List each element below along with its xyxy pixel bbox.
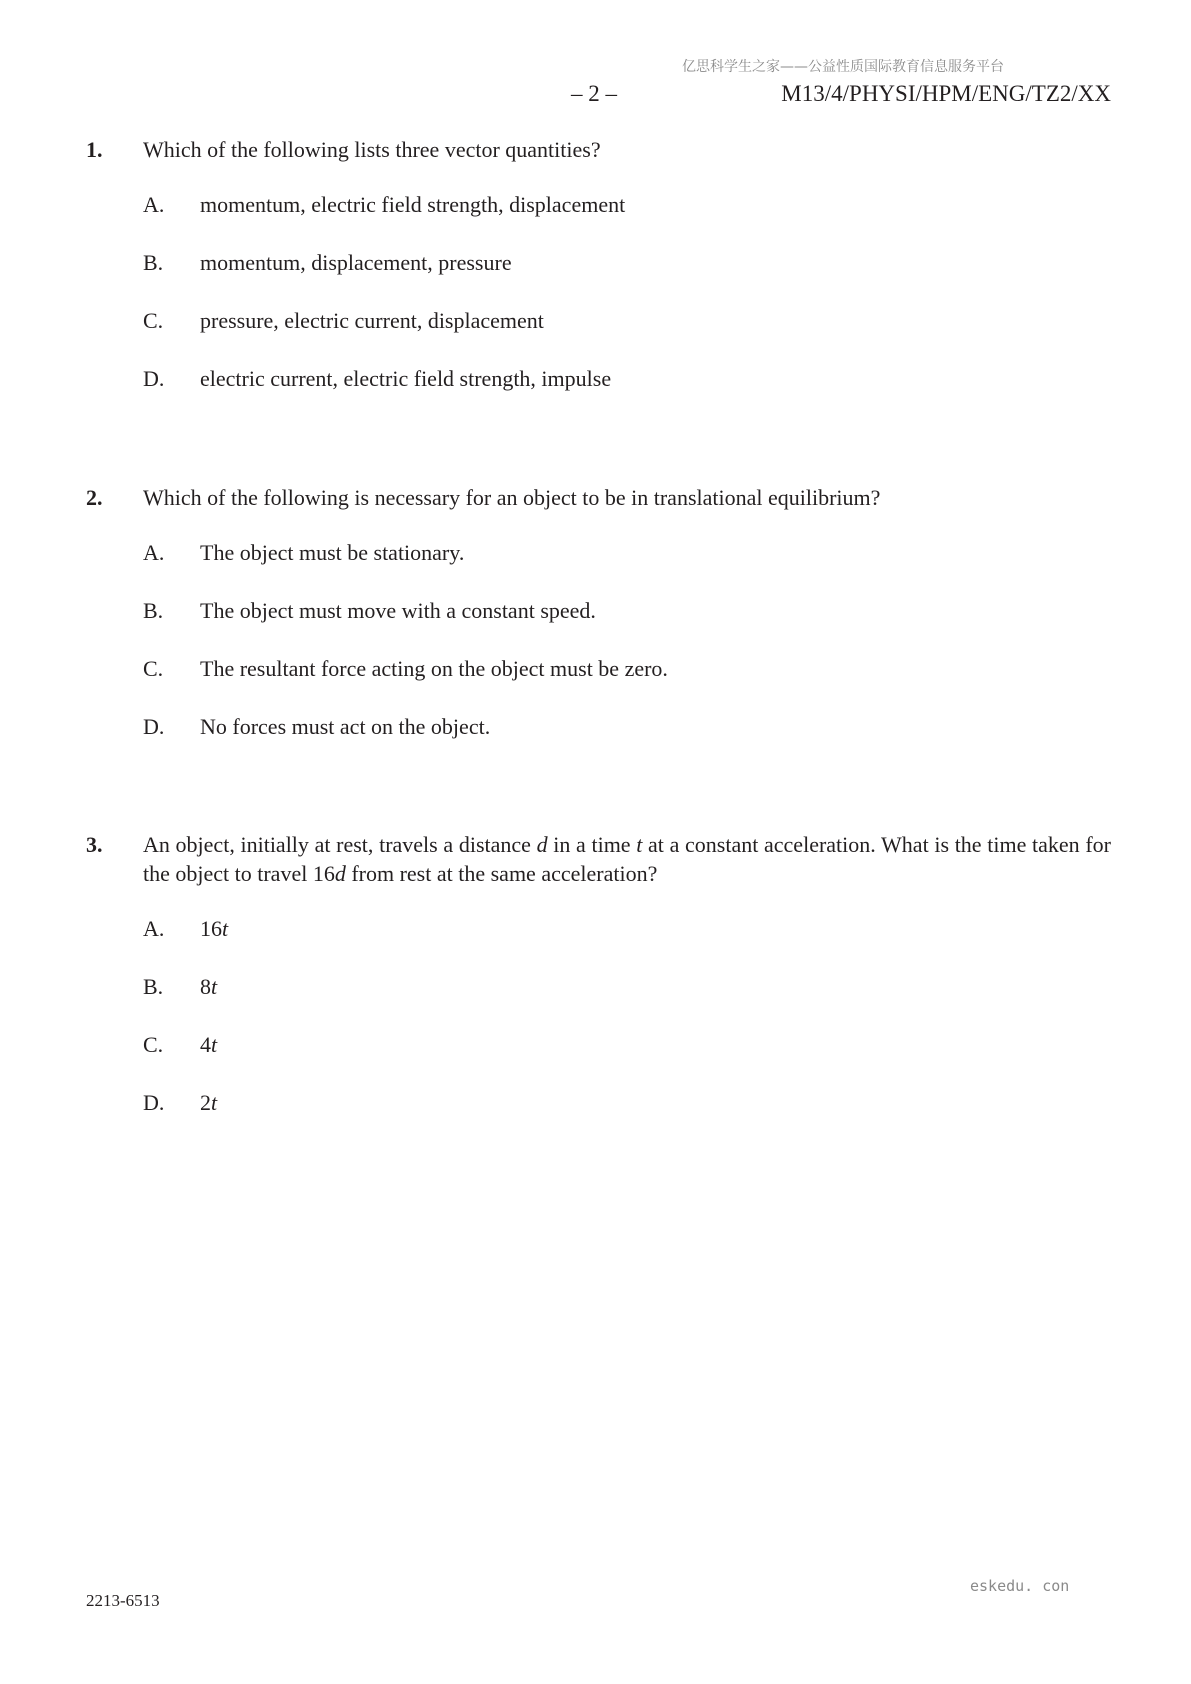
option-d: [143, 712, 1111, 741]
option-letter: C.: [143, 656, 164, 681]
option-c: [143, 654, 1111, 683]
option-text: No forces must act on the object.: [200, 714, 491, 739]
question-number: 2.: [86, 485, 103, 510]
option-d: [143, 364, 1111, 393]
variable-t: t: [211, 974, 218, 999]
options-list: [143, 538, 1111, 741]
option-letter: A.: [143, 540, 165, 565]
question-1: [86, 135, 1111, 422]
option-b: [143, 972, 1111, 1001]
option-letter: A.: [143, 916, 165, 941]
question-stem: Which of the following lists three vector quantities?: [143, 137, 601, 162]
variable-t: t: [211, 1032, 218, 1057]
option-text: momentum, electric field strength, displacement: [200, 192, 626, 217]
question-3: [86, 830, 1111, 1146]
question-stem: Which of the following is necessary for an object to be in translational equilibrium?: [143, 485, 881, 510]
variable-d: d: [334, 861, 346, 886]
option-text: pressure, electric current, displacement: [200, 308, 544, 333]
option-text: [200, 1030, 217, 1059]
option-a: [143, 538, 1111, 567]
option-c: [143, 1030, 1111, 1059]
option-a: [143, 914, 1111, 943]
question-number: 1.: [86, 137, 103, 162]
question-number: 3.: [86, 832, 103, 857]
option-text: electric current, electric field strength, impulse: [200, 366, 612, 391]
option-letter: D.: [143, 714, 165, 739]
options-list: [143, 190, 1111, 393]
option-letter: B.: [143, 974, 164, 999]
option-text: The object must move with a constant speed.: [200, 598, 596, 623]
option-letter: B.: [143, 598, 164, 623]
coefficient: 16: [200, 916, 222, 941]
options-list: [143, 914, 1111, 1117]
option-letter: C.: [143, 1032, 164, 1057]
variable-t: t: [636, 832, 643, 857]
option-text: The object must be stationary.: [200, 540, 465, 565]
variable-t: t: [222, 916, 229, 941]
option-text: [200, 914, 228, 943]
footer-document-code: 2213-6513: [86, 1591, 160, 1610]
paper-code: M13/4/PHYSI/HPM/ENG/TZ2/XX: [781, 81, 1111, 106]
page-number: – 2 –: [571, 81, 617, 106]
option-c: [143, 306, 1111, 335]
stem-text: in a time: [547, 832, 637, 857]
stem-text: An object, initially at rest, travels a distance: [143, 832, 537, 857]
coefficient: 8: [200, 974, 211, 999]
stem-text: from rest at the same acceleration?: [345, 861, 658, 886]
option-letter: A.: [143, 192, 165, 217]
variable-d: d: [536, 832, 548, 857]
footer-site-watermark: eskedu. con: [970, 1577, 1070, 1595]
option-a: [143, 190, 1111, 219]
option-b: [143, 596, 1111, 625]
option-text: momentum, displacement, pressure: [200, 250, 512, 275]
option-text: [200, 972, 217, 1001]
option-letter: B.: [143, 250, 164, 275]
coefficient: 4: [200, 1032, 211, 1057]
question-stem: [143, 830, 1111, 888]
option-text: [200, 1088, 217, 1117]
coefficient: 2: [200, 1090, 211, 1115]
variable-t: t: [211, 1090, 218, 1115]
option-letter: D.: [143, 366, 165, 391]
option-text: The resultant force acting on the object must be zero.: [200, 656, 668, 681]
option-b: [143, 248, 1111, 277]
option-letter: D.: [143, 1090, 165, 1115]
option-d: [143, 1088, 1111, 1117]
watermark-text: 亿思科学生之家——公益性质国际教育信息服务平台: [682, 59, 1004, 75]
option-letter: C.: [143, 308, 164, 333]
question-2: [86, 483, 1111, 770]
stem-text: at a constant acceleration. What is the time taken for the object to travel 16: [143, 832, 1111, 886]
